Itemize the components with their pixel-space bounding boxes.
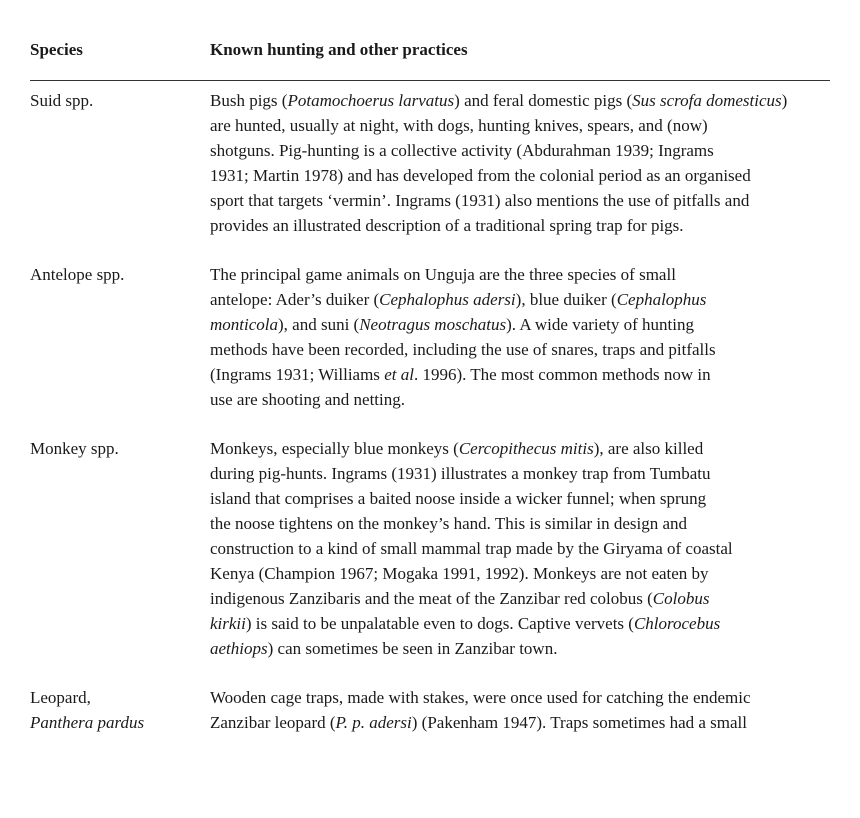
hunting-practices-table xyxy=(30,0,830,732)
species-cell xyxy=(30,88,200,113)
text-run: during pig-hunts. Ingrams (1931) illustrates a monkey trap from Tumbatu xyxy=(210,464,711,483)
text-run: Wooden cage traps, made with stakes, were once used for catching the endemic xyxy=(210,688,751,707)
text-run: sport that targets ‘vermin’. Ingrams (1931) also mentions the use of pitfalls and xyxy=(210,191,750,210)
text-run: use are shooting and netting. xyxy=(210,390,405,409)
text-run: (Ingrams 1931; Williams xyxy=(210,365,385,384)
text-run: . 1996). The most common methods now in xyxy=(413,365,711,384)
text-run: construction to a kind of small mammal trap made by the Giryama of coastal xyxy=(210,539,733,558)
text-line xyxy=(210,337,832,362)
italic-text: Cephalophus xyxy=(616,290,707,309)
text-run: shotguns. Pig-hunting is a collective activity (Abdurahman 1939; Ingrams xyxy=(210,141,714,160)
italic-text: P. p. adersi xyxy=(335,713,412,732)
text-line xyxy=(210,188,832,213)
text-line xyxy=(210,436,832,461)
text-line xyxy=(210,362,832,387)
italic-text: Chlorocebus xyxy=(633,614,721,633)
text-line xyxy=(210,685,832,710)
text-run: antelope: Ader’s duiker ( xyxy=(210,290,380,309)
text-run: ). A wide variety of hunting xyxy=(506,315,695,334)
italic-text: et al xyxy=(384,365,414,384)
italic-text: Colobus xyxy=(652,589,710,608)
species-cell xyxy=(30,262,200,287)
text-line xyxy=(210,113,832,138)
text-line xyxy=(210,287,832,312)
text-line xyxy=(210,486,832,511)
table-header xyxy=(30,0,830,81)
italic-text: kirkii xyxy=(210,614,246,633)
text-line xyxy=(210,586,832,611)
text-run: ) can sometimes be seen in Zanzibar town. xyxy=(267,639,558,658)
text-run: 1931; Martin 1978) and has developed from the colonial period as an organised xyxy=(210,166,751,185)
text-line xyxy=(210,561,832,586)
text-run: ) is said to be unpalatable even to dogs. Captive vervets ( xyxy=(245,614,634,633)
text-run: provides an illustrated description of a traditional spring trap for pigs. xyxy=(210,216,684,235)
text-run: ), are also killed xyxy=(593,439,704,458)
species-name: Leopard, xyxy=(30,688,91,707)
text-line xyxy=(210,511,832,536)
text-line xyxy=(210,312,832,337)
text-run: island that comprises a baited noose inside a wicker funnel; when sprung xyxy=(210,489,707,508)
text-run: Bush pigs ( xyxy=(210,91,288,110)
text-run: Kenya (Champion 1967; Mogaka 1991, 1992). Monkeys are not eaten by xyxy=(210,564,709,583)
text-run: the noose tightens on the monkey’s hand. This is similar in design and xyxy=(210,514,688,533)
italic-text: Cephalophus adersi xyxy=(379,290,516,309)
text-line xyxy=(210,461,832,486)
italic-text: Neotragus moschatus xyxy=(359,315,507,334)
practices-cell xyxy=(210,88,832,238)
practices-cell xyxy=(210,436,832,661)
header-species: Species xyxy=(30,40,83,59)
species-name: Monkey spp. xyxy=(30,439,119,458)
text-run: ), and suni ( xyxy=(278,315,360,334)
italic-text: Sus scrofa domesticus xyxy=(632,91,782,110)
text-run: ) and feral domestic pigs ( xyxy=(454,91,633,110)
text-line xyxy=(210,636,832,661)
text-run: are hunted, usually at night, with dogs, hunting knives, spears, and (now) xyxy=(210,116,708,135)
text-line xyxy=(210,213,832,238)
species-cell xyxy=(30,436,200,461)
practices-cell xyxy=(210,685,832,735)
text-run: ) xyxy=(781,91,788,110)
text-line xyxy=(210,611,832,636)
species-name: Antelope spp. xyxy=(30,265,125,284)
text-run: indigenous Zanzibaris and the meat of the Zanzibar red colobus ( xyxy=(210,589,653,608)
text-run: The principal game animals on Unguja are the three species of small xyxy=(210,265,676,284)
text-run: ) (Pakenham 1947). Traps sometimes had a small xyxy=(411,713,747,732)
text-line xyxy=(210,88,832,113)
text-run: methods have been recorded, including the use of snares, traps and pitfalls xyxy=(210,340,716,359)
text-line xyxy=(210,536,832,561)
text-line xyxy=(210,387,832,412)
text-run: ), blue duiker ( xyxy=(515,290,617,309)
text-line xyxy=(210,262,832,287)
header-practices: Known hunting and other practices xyxy=(210,40,468,59)
species-scientific-name: Panthera pardus xyxy=(30,713,145,732)
species-cell xyxy=(30,685,200,735)
practices-cell xyxy=(210,262,832,412)
text-run: Monkeys, especially blue monkeys ( xyxy=(210,439,459,458)
italic-text: Cercopithecus mitis xyxy=(458,439,594,458)
italic-text: aethiops xyxy=(210,639,268,658)
text-line xyxy=(210,710,832,735)
text-line xyxy=(210,163,832,188)
text-line xyxy=(210,138,832,163)
italic-text: monticola xyxy=(210,315,278,334)
italic-text: Potamochoerus larvatus xyxy=(287,91,455,110)
text-run: Zanzibar leopard ( xyxy=(210,713,336,732)
species-name: Suid spp. xyxy=(30,91,94,110)
